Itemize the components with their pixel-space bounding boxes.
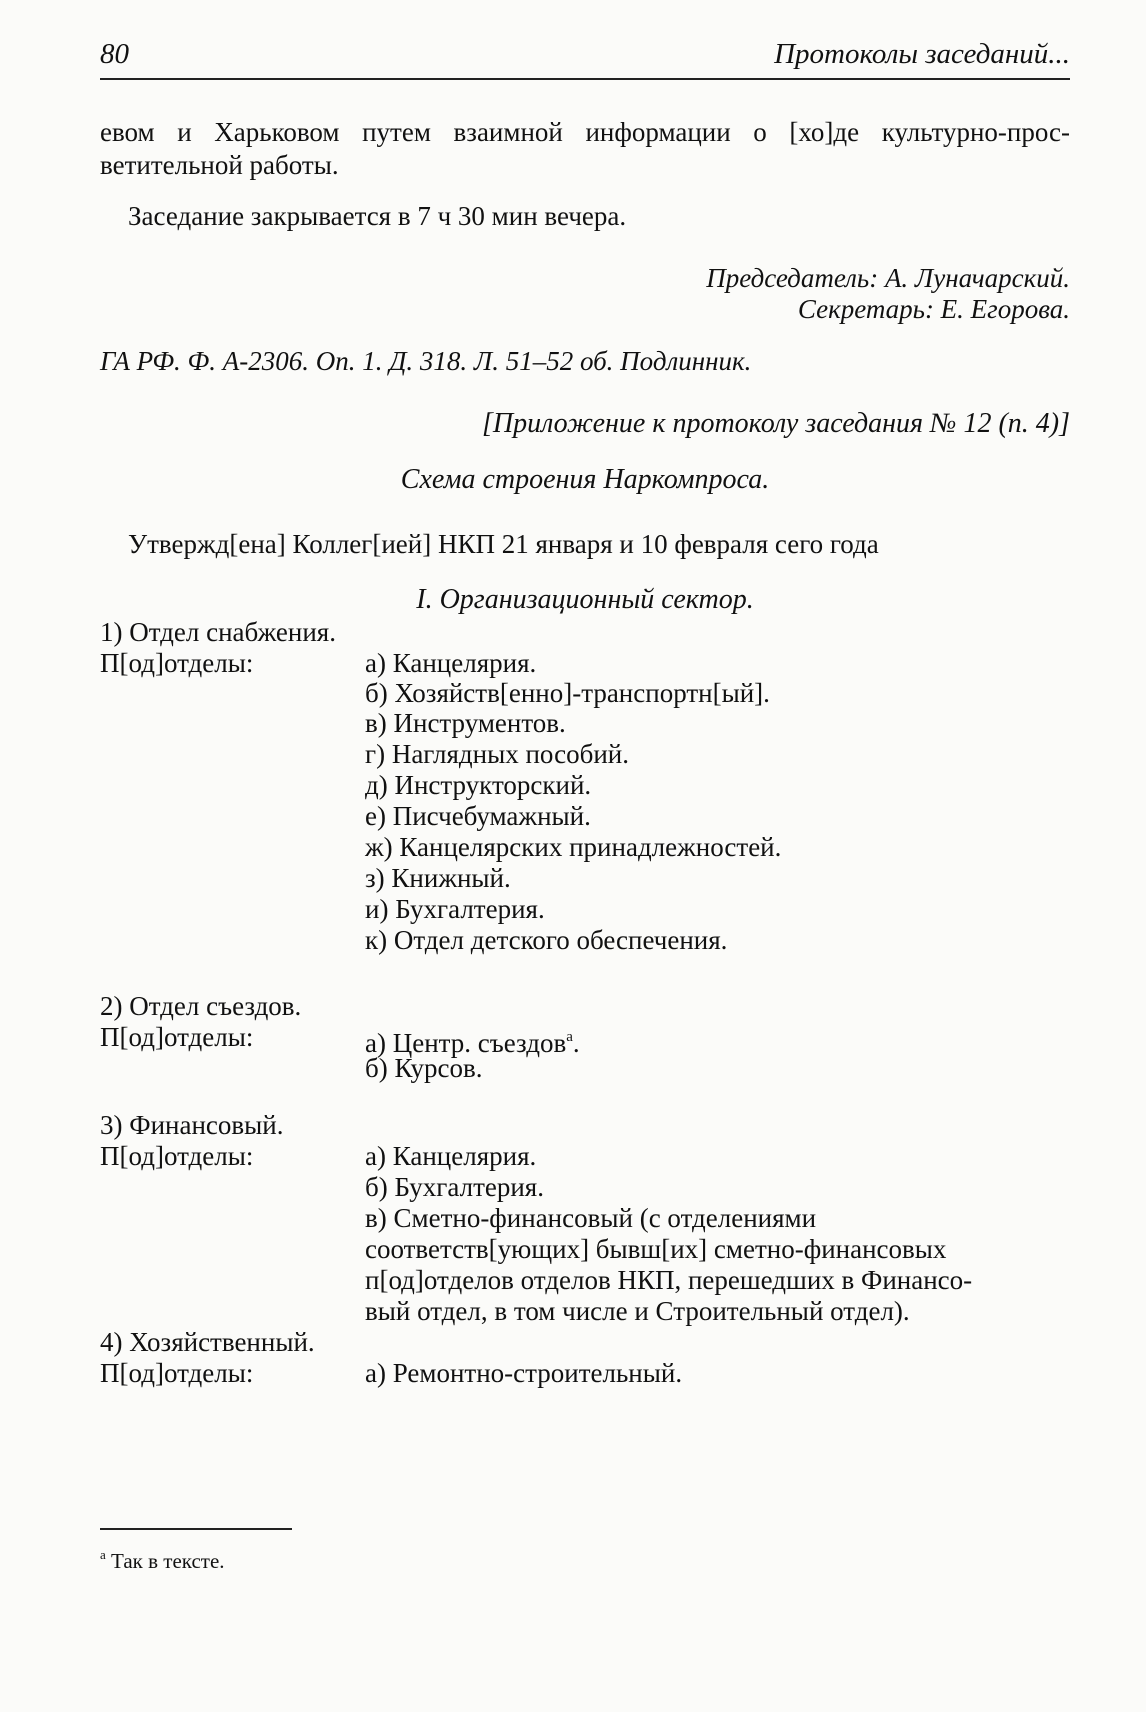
department-title: 2) Отдел съездов. — [100, 991, 302, 1021]
appendix-title: [Приложение к протоколу заседания № 12 (п. 4)] — [481, 408, 1070, 439]
running-title: Протоколы заседаний... — [774, 38, 1070, 70]
subdepartment-item: б) Хозяйств[енно]-транспортн[ый]. — [365, 678, 770, 708]
footnote — [100, 1541, 225, 1575]
footnote-text: Так в тексте. — [111, 1549, 225, 1573]
subdepartment-item: в) Сметно-финансовый (с отделениями — [365, 1203, 817, 1233]
subdepartment-item: а) Канцелярия. — [365, 648, 537, 678]
subdepartments-label: П[од]отделы: — [100, 648, 254, 678]
subdepartment-item: б) Бухгалтерия. — [365, 1172, 544, 1202]
subdepartments-label: П[од]отделы: — [100, 1358, 254, 1388]
intro-line-1: евом и Харьковом путем взаимной информации о [хо]де культурно-прос- — [100, 117, 1070, 147]
subdepartment-item: б) Курсов. — [365, 1053, 483, 1083]
subdepartment-item: а) Ремонтно-строительный. — [365, 1358, 683, 1388]
department-title: 3) Финансовый. — [100, 1110, 284, 1140]
subdepartment-item: е) Писчебумажный. — [365, 801, 591, 831]
sector-title: I. Организационный сектор. — [416, 584, 754, 615]
page-header — [100, 38, 1070, 78]
footnote-mark: а — [100, 1547, 106, 1562]
footnote-rule — [100, 1528, 292, 1530]
subdepartment-item: д) Инструкторский. — [365, 770, 592, 800]
chairman-signature: Председатель: А. Луначарский. — [706, 263, 1070, 293]
subdepartment-item: и) Бухгалтерия. — [365, 894, 545, 924]
intro-line-2: ветительной работы. — [100, 150, 339, 180]
header-rule — [100, 78, 1070, 80]
footnote-mark: а — [566, 1029, 573, 1045]
subdepartment-item: з) Книжный. — [365, 863, 511, 893]
closing-line: Заседание закрывается в 7 ч 30 мин вечера. — [128, 201, 627, 231]
subdepartments-label: П[од]отделы: — [100, 1022, 254, 1052]
subdepartment-item-continued: соответств[ующих] бывш[их] сметно-финансовых — [365, 1234, 947, 1264]
subdepartment-item: в) Инструментов. — [365, 708, 566, 738]
subdepartment-item-continued: п[од]отделов отделов НКП, перешедших в Финансо- — [365, 1265, 973, 1295]
scheme-title: Схема строения Наркомпроса. — [400, 464, 770, 495]
approval-line: Утвержд[ена] Коллег[ией] НКП 21 января и 10 февраля сего года — [128, 529, 879, 559]
subdepartment-item: к) Отдел детского обеспечения. — [365, 925, 728, 955]
subdepartment-item-continued: вый отдел, в том числе и Строительный отдел). — [365, 1296, 910, 1326]
subdepartment-item: а) Центр. съездов$^а$. — [365, 1028, 580, 1058]
subdepartments-label: П[од]отделы: — [100, 1141, 254, 1171]
subdepartment-item: ж) Канцелярских принадлежностей. — [365, 832, 782, 862]
archive-reference: ГА РФ. Ф. А-2306. Оп. 1. Д. 318. Л. 51–52 об. Подлинник. — [100, 346, 752, 376]
department-title: 1) Отдел снабжения. — [100, 617, 336, 647]
page-number: 80 — [100, 38, 129, 70]
secretary-signature: Секретарь: Е. Егорова. — [797, 294, 1070, 324]
department-title: 4) Хозяйственный. — [100, 1327, 315, 1357]
subdepartment-item: г) Наглядных пособий. — [365, 739, 629, 769]
subdepartment-item: а) Канцелярия. — [365, 1141, 537, 1171]
